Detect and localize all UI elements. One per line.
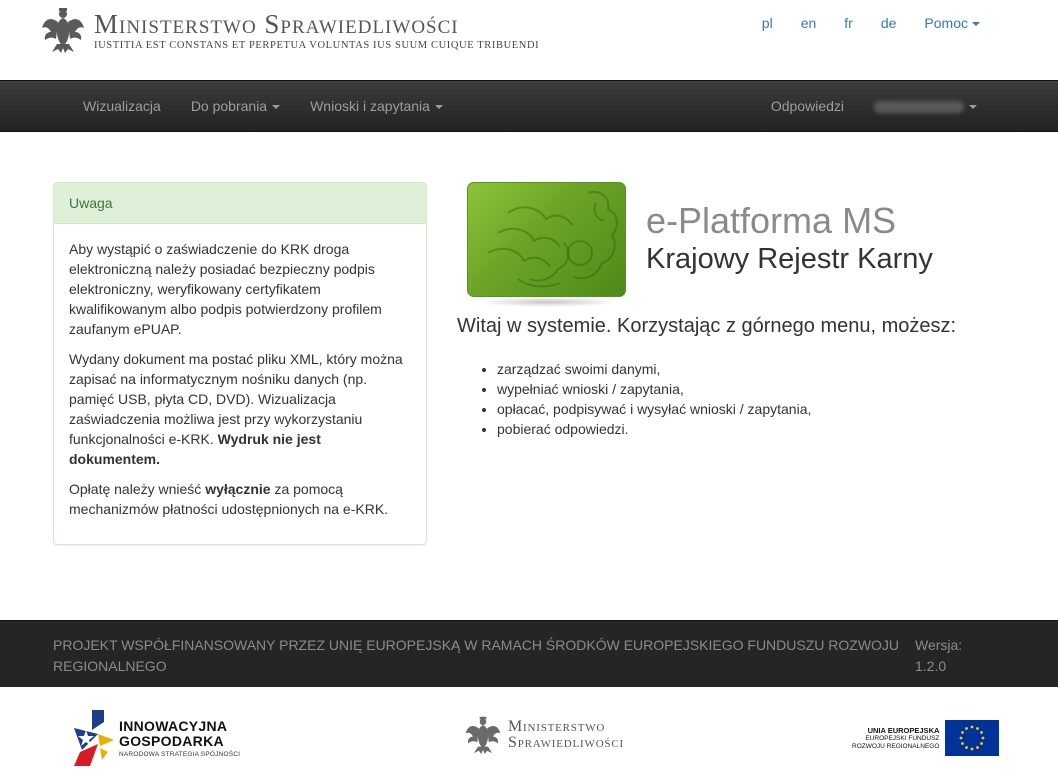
top-header: [0, 0, 1058, 80]
notice-p3-post: za pomocą mechanizmów płatności udostępnionych na e-KRK.: [69, 481, 389, 517]
notice-p3-bold: wyłącznie: [205, 481, 271, 497]
version-label: Wersja:: [915, 637, 963, 653]
lang-en-link[interactable]: en: [800, 15, 817, 31]
lang-de-link[interactable]: de: [880, 15, 897, 31]
eu-star: [966, 746, 969, 749]
eu-star: [960, 737, 963, 740]
eu-star: [977, 727, 980, 730]
eagle-emblem-icon: [464, 714, 502, 756]
version-value: 1.2.0: [915, 658, 947, 674]
list-item: • pobierać odpowiedzi.: [497, 419, 811, 439]
help-label: Pomoc: [924, 15, 968, 31]
platform-title: e-Platforma MS: [646, 200, 897, 241]
eu-star: [961, 731, 964, 734]
actions-list: [497, 359, 811, 439]
version-info: [915, 635, 975, 677]
help-dropdown[interactable]: [910, 15, 994, 31]
eu-line-1: UNIA EUROPEJSKA: [867, 725, 940, 735]
nav-do-pobrania-dropdown[interactable]: [176, 81, 295, 131]
list-item: • wypełniać wnioski / zapytania,: [497, 379, 811, 399]
ms-line-1: Ministerstwo: [508, 718, 606, 735]
eu-star: [961, 742, 964, 745]
notice-p2-bold: Wydruk nie jest dokumentem.: [69, 431, 321, 467]
lang-pl-link[interactable]: pl: [761, 15, 773, 31]
project-funding-text: PROJEKT WSPÓŁFINANSOWANY PRZEZ UNIĘ EUROPEJSKĄ W RAMACH ŚRODKÓW EUROPEJSKIEGO FUNDUSZU ROZWOJU REGIONALNEGO: [53, 637, 900, 674]
nav-wizualizacja[interactable]: [68, 81, 176, 131]
caret-down-icon: [969, 105, 977, 109]
eu-star: [982, 737, 985, 740]
notice-paragraph-2: [69, 349, 411, 469]
eu-flag-icon: [945, 720, 999, 756]
caret-down-icon: [972, 22, 980, 26]
notice-heading: Uwaga: [54, 183, 426, 224]
eu-star: [966, 727, 969, 730]
nav-wizualizacja-label: Wizualizacja: [83, 98, 161, 114]
innowacyjna-gospodarka-logo: [72, 710, 252, 766]
eu-star: [971, 726, 974, 729]
eu-star: [981, 731, 984, 734]
ms-line-2: Sprawiedliwości: [508, 734, 624, 751]
ig-star-icon: [72, 710, 114, 766]
nav-do-pobrania-label: Do pobrania: [190, 98, 268, 114]
language-switcher: [748, 15, 994, 31]
notice-p3-pre: Opłatę należy wnieść: [69, 481, 206, 497]
logo-card-shadow: [475, 297, 620, 307]
krk-logo-card: [467, 182, 626, 297]
notice-p2-text: Wydany dokument ma postać pliku XML, który można zapisać na informatycznym nośniku danych (np. pamięć USB, płyta CD, DVD). Wizualizacja zaświadczenia możliwa jest przy wykorzystaniu funkcjonalności e-KRK.: [69, 351, 403, 447]
main-navbar: [0, 80, 1058, 132]
eu-line-3: ROZWOJU REGIONALNEGO: [852, 742, 940, 750]
page-footer: [0, 620, 1058, 687]
ministry-motto: IUSTITIA EST CONSTANS ET PERPETUA VOLUNTAS IUS SUUM CUIQUE TRIBUENDI: [94, 40, 540, 51]
nav-odpowiedzi-label: Odpowiedzi: [770, 98, 844, 114]
lang-fr-link[interactable]: fr: [844, 15, 853, 31]
caret-down-icon: [272, 105, 280, 109]
list-item: • zarządzać swoimi danymi,: [497, 359, 811, 379]
nav-wnioski-label: Wnioski i zapytania: [310, 98, 430, 114]
nav-wnioski-dropdown[interactable]: [295, 81, 458, 131]
notice-paragraph-1: Aby wystąpić o zaświadczenie do KRK droga elektroniczną należy posiadać bezpieczny podpis elektroniczny, weryfikowany certyfikatem kwalifikowanym albo podpis potwierdzony profilem zaufanym ePUAP.: [69, 241, 382, 337]
eu-fund-logo: [852, 720, 999, 756]
ig-line-3: NARODOWA STRATEGIA SPÓJNOŚCI: [119, 750, 241, 758]
eu-star: [977, 746, 980, 749]
welcome-message: Witaj w systemie. Korzystając z górnego menu, możesz:: [457, 315, 957, 337]
ministry-brand[interactable]: [40, 6, 539, 54]
ig-line-1: INNOWACYJNA: [119, 717, 228, 734]
nav-odpowiedzi[interactable]: [756, 81, 859, 131]
notice-panel: [53, 182, 427, 545]
eu-star: [981, 742, 984, 745]
list-item: • opłacać, podpisywać i wysyłać wnioski / zapytania,: [497, 399, 811, 419]
ministry-footer-logo: [464, 714, 624, 756]
user-menu-dropdown[interactable]: [859, 81, 992, 131]
platform-subtitle: Krajowy Rejestr Karny: [646, 243, 933, 275]
notice-paragraph-3: [69, 479, 411, 519]
eagle-watermark-icon: [468, 183, 626, 297]
eagle-emblem-icon: [40, 6, 86, 54]
caret-down-icon: [435, 105, 443, 109]
ig-line-2: GOSPODARKA: [119, 732, 224, 749]
eu-star: [971, 748, 974, 751]
username-redacted: [874, 101, 964, 113]
eu-line-2: EUROPEJSKI FUNDUSZ: [865, 734, 940, 742]
ministry-title: Ministerstwo Sprawiedliwości: [94, 9, 459, 39]
